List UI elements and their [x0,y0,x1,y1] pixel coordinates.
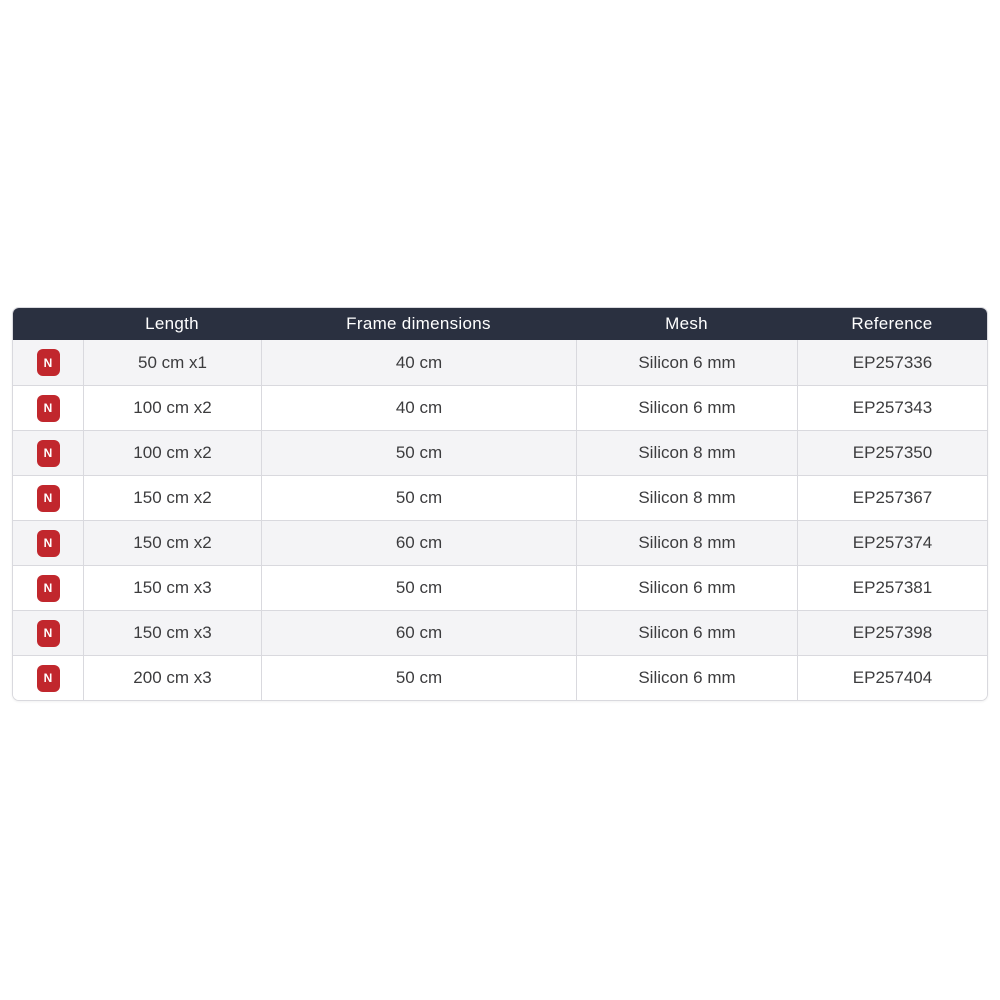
length-cell: 150 cm x2 [83,476,261,520]
new-product-badge-icon: N [37,575,60,602]
mesh-cell: Silicon 6 mm [576,340,797,385]
table-body [13,340,987,700]
mesh-cell: Silicon 6 mm [576,566,797,610]
badge-cell [13,521,83,565]
table-row [13,565,987,610]
new-product-badge-icon: N [37,620,60,647]
reference-cell: EP257381 [797,566,987,610]
header-cell-mesh: Mesh [665,314,708,333]
new-product-badge-icon: N [37,665,60,692]
badge-cell [13,340,83,385]
new-product-badge-icon: N [37,395,60,422]
header-cell-frame-dimensions: Frame dimensions [346,314,491,333]
table-row [13,520,987,565]
badge-cell [13,611,83,655]
length-cell: 150 cm x2 [83,521,261,565]
length-cell: 100 cm x2 [83,386,261,430]
badge-cell [13,431,83,475]
badge-cell [13,386,83,430]
mesh-cell: Silicon 6 mm [576,656,797,700]
frame-dimensions-cell: 50 cm [261,431,576,475]
reference-cell: EP257350 [797,431,987,475]
table-row [13,610,987,655]
frame-dimensions-cell: 50 cm [261,656,576,700]
new-product-badge-icon: N [37,485,60,512]
header-cell-reference: Reference [851,314,933,333]
frame-dimensions-cell: 40 cm [261,386,576,430]
length-cell: 150 cm x3 [83,566,261,610]
frame-dimensions-cell: 40 cm [261,340,576,385]
reference-cell: EP257367 [797,476,987,520]
badge-cell [13,476,83,520]
table-row [13,385,987,430]
new-product-badge-icon: N [37,349,60,376]
table-row [13,340,987,385]
new-product-badge-icon: N [37,530,60,557]
table-row [13,655,987,700]
frame-dimensions-cell: 60 cm [261,611,576,655]
mesh-cell: Silicon 8 mm [576,521,797,565]
mesh-cell: Silicon 8 mm [576,431,797,475]
length-cell: 150 cm x3 [83,611,261,655]
mesh-cell: Silicon 8 mm [576,476,797,520]
badge-cell [13,566,83,610]
reference-cell: EP257398 [797,611,987,655]
frame-dimensions-cell: 50 cm [261,566,576,610]
badge-cell [13,656,83,700]
new-product-badge-icon: N [37,440,60,467]
reference-cell: EP257343 [797,386,987,430]
table-row [13,475,987,520]
frame-dimensions-cell: 50 cm [261,476,576,520]
mesh-cell: Silicon 6 mm [576,386,797,430]
mesh-cell: Silicon 6 mm [576,611,797,655]
reference-cell: EP257404 [797,656,987,700]
table-row [13,430,987,475]
length-cell: 50 cm x1 [83,340,261,385]
table-header-row [13,308,987,340]
length-cell: 100 cm x2 [83,431,261,475]
reference-cell: EP257336 [797,340,987,385]
header-cell-length: Length [145,314,199,333]
length-cell: 200 cm x3 [83,656,261,700]
product-spec-table [12,307,988,701]
reference-cell: EP257374 [797,521,987,565]
frame-dimensions-cell: 60 cm [261,521,576,565]
